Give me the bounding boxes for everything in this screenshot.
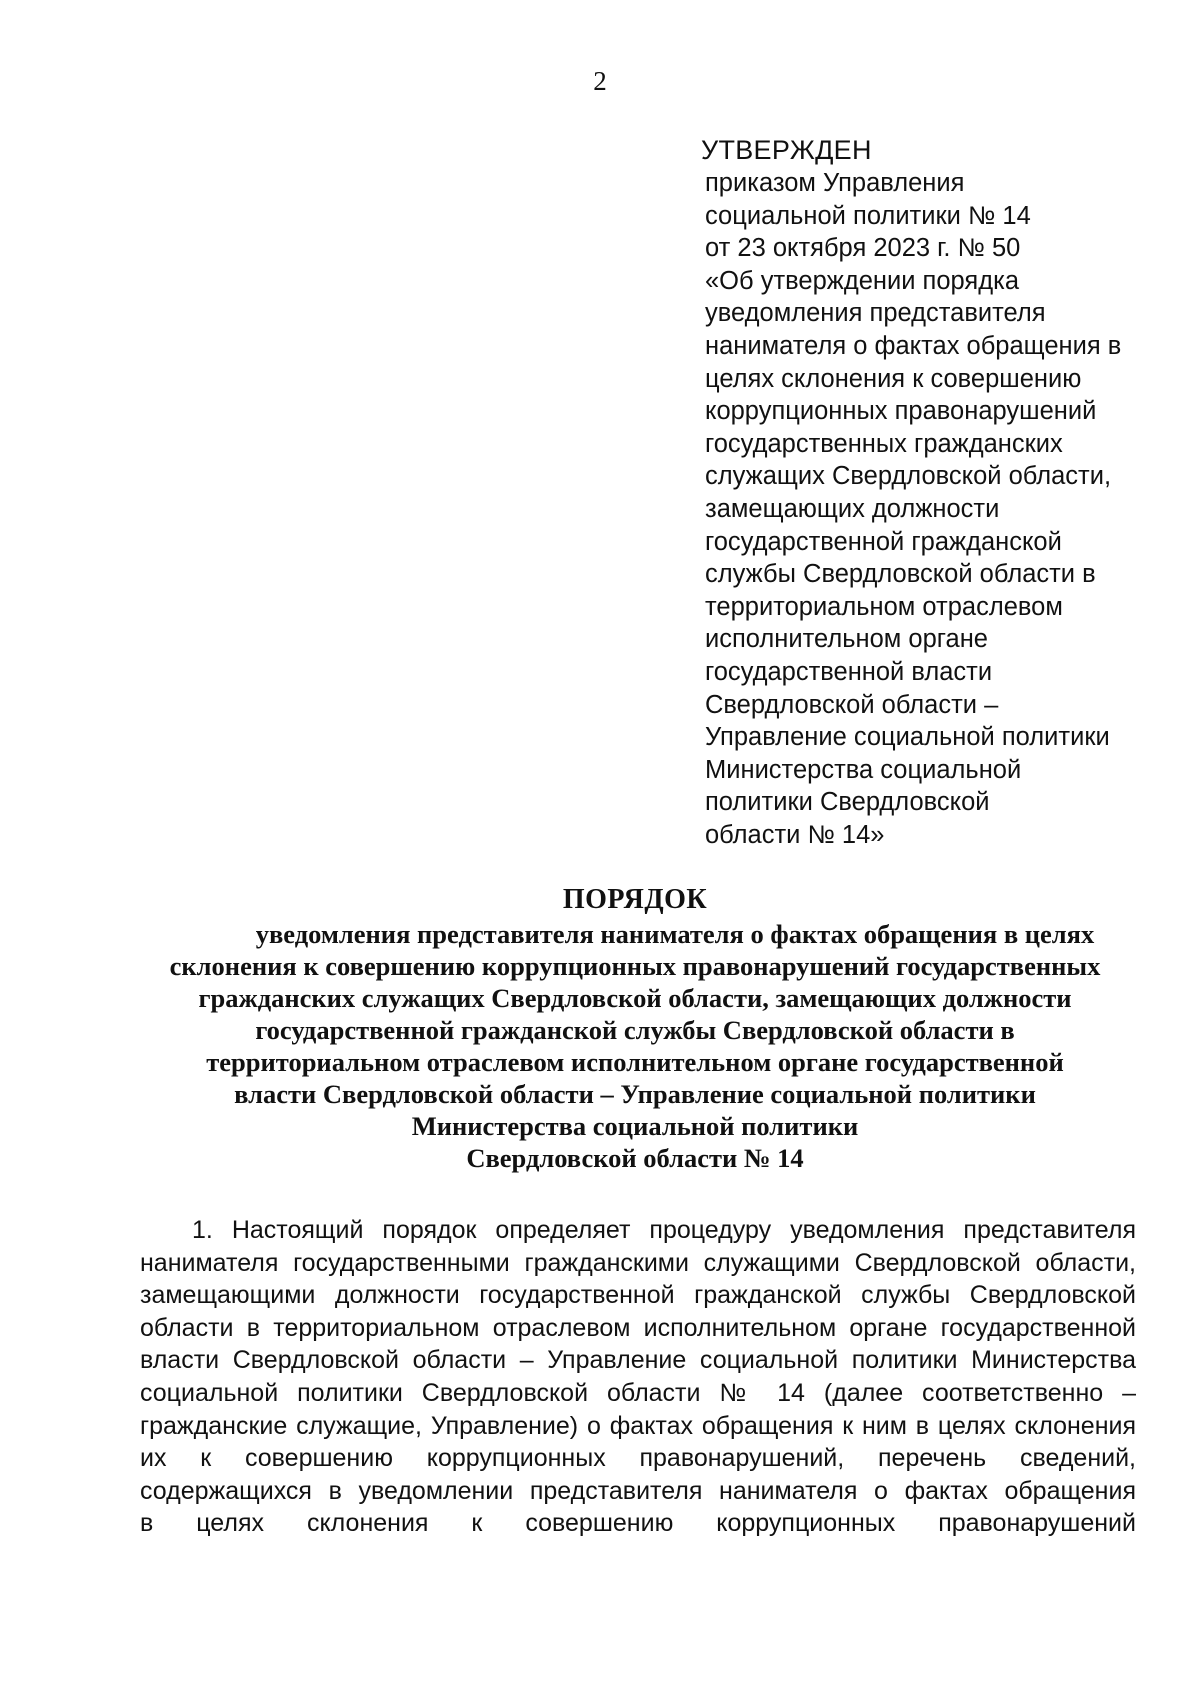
body-line: их к совершению коррупционных правонарушений, перечень сведений, <box>140 1444 1136 1473</box>
approval-line: Управление социальной политики <box>705 723 1110 752</box>
body-line: власти Свердловской области – Управление социальной политики Министерства <box>140 1346 1136 1375</box>
approval-line: приказом Управления <box>705 169 965 197</box>
approval-line: замещающих должности <box>705 494 1000 523</box>
body-line: 1. Настоящий порядок определяет процедуру уведомления представителя <box>192 1216 1136 1244</box>
approval-line: от 23 октября 2023 г. № 50 <box>705 234 1021 263</box>
body-line: гражданские служащие, Управление) о фактах обращения к ним в целях склонения <box>140 1411 1136 1440</box>
approval-line: целях склонения к совершению <box>705 364 1082 393</box>
approval-line: социальной политики № 14 <box>705 201 1031 230</box>
approval-line: «Об утверждении порядка <box>705 266 1020 295</box>
heading-line: Свердловской области № 14 <box>466 1143 804 1173</box>
approval-title: УТВЕРЖДЕН <box>701 135 872 165</box>
approval-line: области № 14» <box>705 820 885 849</box>
approval-line: служащих Свердловской области, <box>705 462 1112 491</box>
body-paragraph <box>140 1214 1136 1540</box>
approval-block <box>701 134 1165 851</box>
approval-line: государственной гражданской <box>705 527 1062 556</box>
approval-line: Свердловской области – <box>705 690 999 719</box>
approval-line: государственной власти <box>705 657 993 686</box>
document-heading <box>130 882 1140 1174</box>
heading-line: уведомления представителя нанимателя о фактах обращения в целях <box>255 919 1095 949</box>
body-line: замещающими должности государственной гражданской службы Свердловской <box>140 1281 1136 1310</box>
approval-line: политики Свердловской <box>705 788 990 817</box>
heading-line: Министерства социальной политики <box>411 1111 859 1141</box>
approval-line: службы Свердловской области в <box>705 560 1096 589</box>
heading-line: государственной гражданской службы Свердловской области в <box>255 1015 1015 1045</box>
heading-line: склонения к совершению коррупционных правонарушений государственных <box>169 951 1101 981</box>
heading-line: гражданских служащих Свердловской области, замещающих должности <box>198 983 1072 1013</box>
approval-line: нанимателя о фактах обращения в <box>705 331 1122 360</box>
approval-line: исполнительном органе <box>705 625 988 654</box>
heading-title: ПОРЯДОК <box>562 884 708 915</box>
page-number: 2 <box>593 66 607 96</box>
approval-line: территориальном отраслевом <box>705 592 1063 621</box>
approval-line: Министерства социальной <box>705 755 1022 784</box>
heading-line: территориальном отраслевом исполнительном органе государственной <box>206 1047 1064 1077</box>
heading-line: власти Свердловской области – Управление социальной политики <box>234 1079 1036 1109</box>
approval-line: коррупционных правонарушений <box>705 397 1097 426</box>
body-line: в целях склонения к совершению коррупционных правонарушений <box>140 1509 1136 1538</box>
body-line: области в территориальном отраслевом исполнительном органе государственной <box>140 1313 1136 1342</box>
approval-line: уведомления представителя <box>705 299 1046 328</box>
body-line: социальной политики Свердловской области № 14 (далее соответственно – <box>140 1378 1136 1407</box>
body-line: нанимателя государственными гражданскими служащими Свердловской области, <box>140 1248 1136 1277</box>
approval-line: государственных гражданских <box>705 429 1063 458</box>
body-line: содержащихся в уведомлении представителя нанимателя о фактах обращения <box>140 1476 1136 1505</box>
